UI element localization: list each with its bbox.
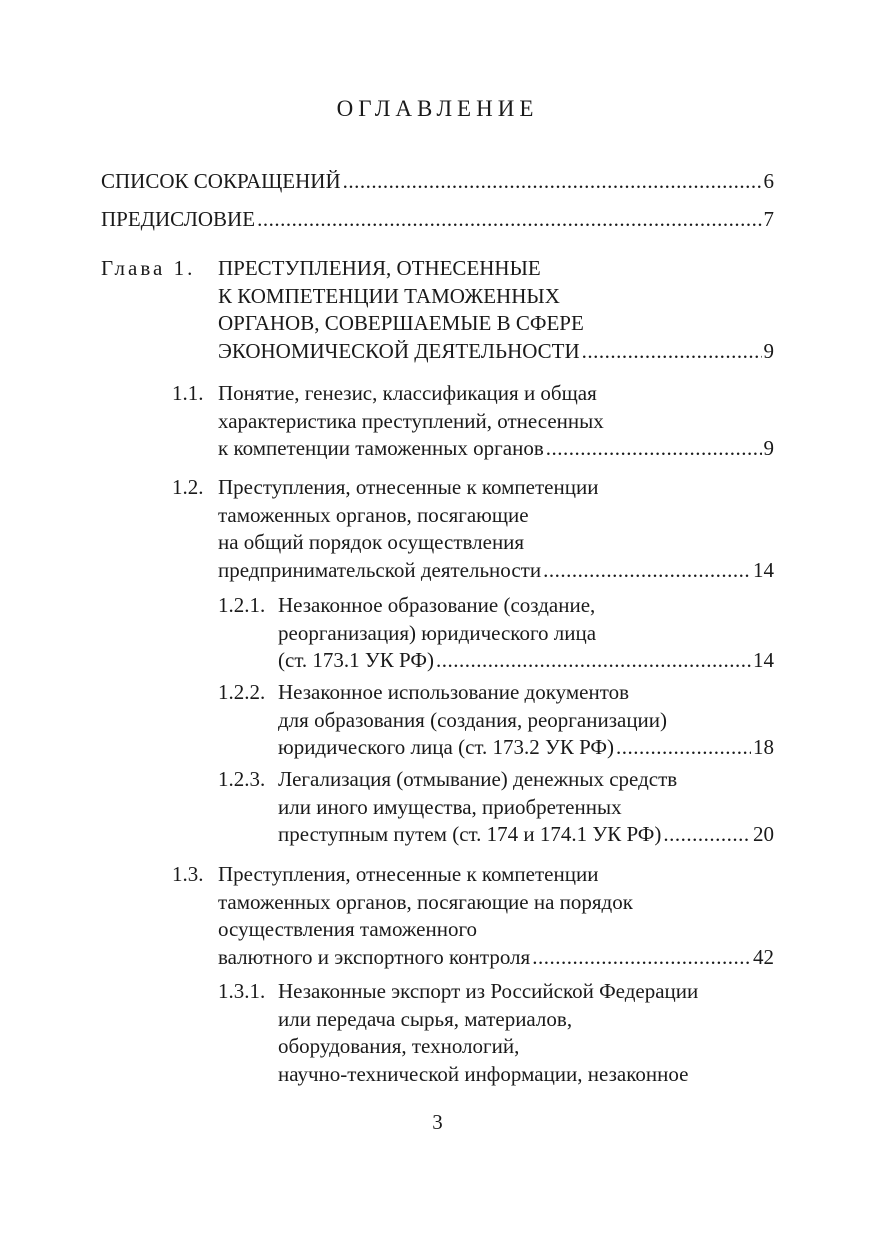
entry-line: характеристика преступлений, отнесенных [218,408,604,433]
entry-line: Преступления, отнесенные к компетенции [218,862,599,886]
leader-dots [532,944,751,972]
leader-dots [257,206,761,234]
toc-entry-1-3[interactable] [218,861,774,971]
entry-line: валютного и экспортного контроля [218,944,531,969]
page-title: ОГЛАВЛЕНИЕ [336,96,539,121]
entry-line: Незаконные экспорт из Российской Федерации [278,979,699,1003]
entry-line: Понятие, генезис, классификация и общая [218,381,597,405]
toc-entry-abbreviations[interactable] [101,168,774,196]
page-ref: 7 [763,207,774,231]
page-ref: 42 [753,944,774,969]
entry-line: ПРЕСТУПЛЕНИЯ, ОТНЕСЕННЫЕ [218,256,541,280]
entry-line: на общий порядок осуществления [218,530,525,554]
subsection-label: 1.2.3. [218,767,266,791]
entry-line: научно-технической информации, незаконное [278,1061,689,1086]
entry-line: осуществления таможенного [218,917,478,941]
entry-line: Незаконное использование документов [278,680,630,704]
section-label: 1.1. [172,381,204,405]
entry-line: к компетенции таможенных органов [218,436,544,460]
entry-line: для образования (создания, реорганизации) [278,707,668,732]
leader-dots [582,338,762,366]
entry-line: или иного имущества, приобретенных [278,794,622,819]
entry-line: таможенных органов, посягающие на порядок [218,889,633,914]
entry-line: преступным путем (ст. 174 и 174.1 УК РФ) [278,822,662,846]
page-ref: 9 [763,338,774,363]
entry-line: К КОМПЕТЕНЦИИ ТАМОЖЕННЫХ [218,283,560,308]
entry-line: Легализация (отмывание) денежных средств [278,767,678,791]
toc-entry-1-2-3[interactable] [278,766,774,849]
subsection-label: 1.2.1. [218,593,266,617]
page-number: 3 [432,1110,443,1134]
entry-line: Незаконное образование (создание, [278,593,596,617]
page-ref: 18 [753,735,774,759]
page-ref: 9 [763,436,774,460]
entry-text: ПРЕДИСЛОВИЕ [101,207,256,231]
entry-line: юридического лица (ст. 173.2 УК РФ) [278,735,615,759]
section-label: 1.3. [172,862,204,886]
toc-entry-1-2[interactable] [218,474,774,584]
leader-dots [546,435,762,463]
chapter-label: Глава 1. [101,256,196,280]
entry-line: (ст. 173.1 УК РФ) [278,648,434,672]
toc-entry-1-3-1[interactable] [278,978,774,1088]
toc-entry-preface[interactable] [101,206,774,234]
toc-entry-1-2-1[interactable] [278,592,774,675]
page-ref: 20 [753,822,774,846]
leader-dots [663,821,751,849]
toc-entry-1-2-2[interactable] [278,679,774,762]
leader-dots [436,647,751,675]
leader-dots [543,557,751,585]
subsection-label: 1.3.1. [218,979,266,1003]
entry-text: СПИСОК СОКРАЩЕНИЙ [101,169,341,193]
page-ref: 14 [753,648,774,672]
entry-line: оборудования, технологий, [278,1034,520,1058]
subsection-label: 1.2.2. [218,680,266,704]
leader-dots [343,168,762,196]
page-ref: 6 [763,169,774,193]
entry-line: Преступления, отнесенные к компетенции [218,475,599,499]
leader-dots [616,734,751,762]
page-ref: 14 [753,557,774,582]
entry-line: таможенных органов, посягающие [218,502,529,527]
toc-entry-1-1[interactable] [218,380,774,463]
entry-line: ЭКОНОМИЧЕСКОЙ ДЕЯТЕЛЬНОСТИ [218,338,580,363]
section-label: 1.2. [172,475,204,499]
entry-line: или передача сырья, материалов, [278,1006,573,1031]
entry-line: реорганизация) юридического лица [278,620,597,645]
entry-line: предпринимательской деятельности [218,557,542,582]
entry-line: ОРГАНОВ, СОВЕРШАЕМЫЕ В СФЕРЕ [218,311,584,335]
toc-entry-chapter-1[interactable] [218,255,774,365]
